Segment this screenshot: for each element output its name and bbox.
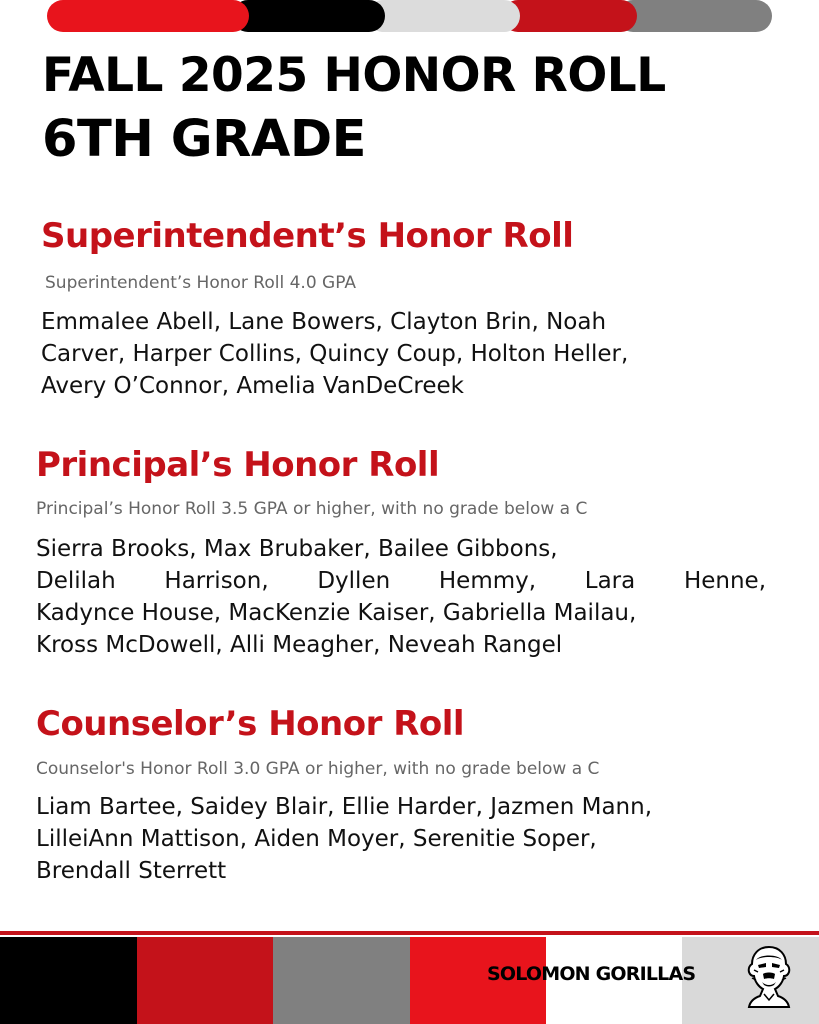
footer-color-block [273,937,410,1024]
name-line: LilleiAnn Mattison, Aiden Moyer, Serenitie Soper, [36,826,597,852]
name-line: Brendall Sterrett [36,858,227,884]
name-line: Avery O’Connor, Amelia VanDeCreek [41,373,464,399]
page-title: FALL 2025 HONOR ROLL [42,48,666,103]
name-list-counselor [36,791,796,887]
name-line: Carver, Harper Collins, Quincy Coup, Holton Heller, [41,341,629,367]
section-criteria-principal: Principal’s Honor Roll 3.5 GPA or higher, with no grade below a C [36,499,588,519]
color-bar-segment [617,0,772,32]
name-list-superintendent [41,306,741,402]
name-list-principal [36,533,766,661]
footer-color-blocks [0,937,819,1024]
section-heading-principal: Principal’s Honor Roll [36,445,440,485]
color-bar-segment [367,0,520,32]
brand-name: SOLOMON GORILLAS [487,963,696,985]
section-criteria-superintendent: Superintendent’s Honor Roll 4.0 GPA [45,273,357,293]
top-color-bar [47,0,772,32]
name-line: Delilah Harrison, Dyllen Hemmy, Lara Henne, [36,568,766,594]
footer-color-block [137,937,273,1024]
color-bar-segment [232,0,385,32]
gorilla-mascot-icon [744,944,794,1008]
name-line: Sierra Brooks, Max Brubaker, Bailee Gibbons, [36,536,558,562]
color-bar-segment [47,0,249,32]
section-criteria-counselor: Counselor's Honor Roll 3.0 GPA or higher, with no grade below a C [36,759,600,779]
name-line: Emmalee Abell, Lane Bowers, Clayton Brin, Noah [41,309,607,335]
color-bar-segment [502,0,637,32]
name-line: Liam Bartee, Saidey Blair, Ellie Harder, Jazmen Mann, [36,794,653,820]
section-heading-counselor: Counselor’s Honor Roll [36,704,465,744]
footer-divider [0,931,819,935]
page-subtitle-grade: 6TH GRADE [42,110,366,169]
footer-color-block [0,937,137,1024]
section-heading-superintendent: Superintendent’s Honor Roll [41,216,574,256]
name-line: Kadynce House, MacKenzie Kaiser, Gabriella Mailau, [36,600,637,626]
name-line: Kross McDowell, Alli Meagher, Neveah Rangel [36,632,563,658]
